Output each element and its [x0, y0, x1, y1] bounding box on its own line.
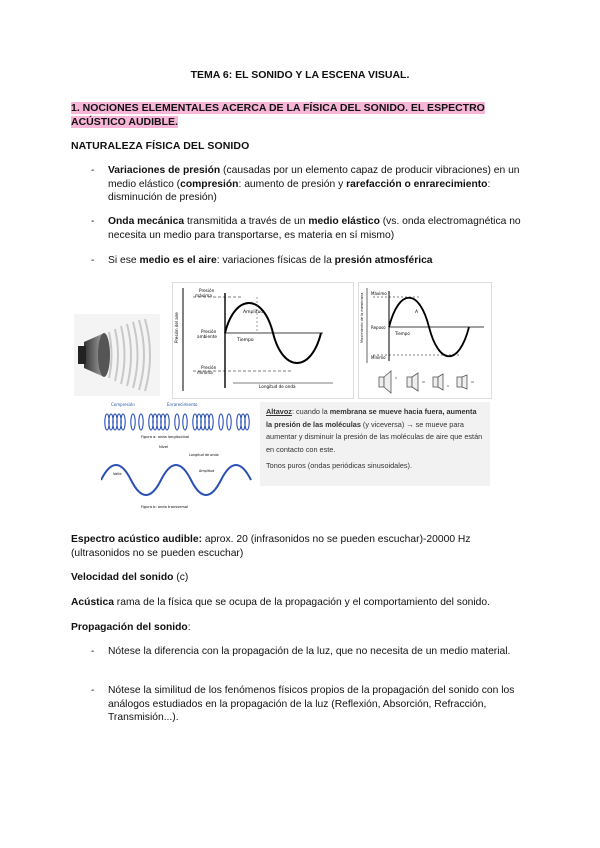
label-rarefaction: Enrarecimiento	[167, 402, 198, 407]
label-level: Nivel	[159, 445, 169, 449]
label-amplitude: Amplitud	[243, 310, 264, 315]
bullet-light-similarity: - Nótese la similitud de los fenómenos físicos propios de la propagación del sonido con los análogos estudiados en la propagación de la luz (Reflexión, Absorción, Refracción, Transmisión...).	[91, 685, 515, 724]
pressure-wave-graph	[172, 282, 354, 399]
label-ambient-pressure: Presión	[201, 329, 217, 334]
bullet-mechanical-wave: - Onda mecánica transmitida a través de un medio elástico (vs. onda electromagnética no necesita un medio para transportarse, es materia en sí mismo)	[91, 216, 521, 241]
membrane-wave-graph	[358, 282, 492, 399]
label-time: Tiempo	[237, 338, 254, 343]
label-min-pressure: Presión	[201, 365, 217, 370]
propagation-heading: Propagación del sonido:	[71, 622, 191, 633]
membrane-y-axis-label: Movimiento de la membrana	[360, 292, 364, 343]
acoustics-paragraph: Acústica rama de la física que se ocupa de la propagación y el comportamiento del sonido.	[71, 597, 491, 608]
spectrum-paragraph: Espectro acústico audible: aprox. 20 (infrasonidos no se pueden escuchar)-20000 Hz (ultrasonidos no se pueden escuchar)	[71, 534, 471, 559]
caption-longitudinal: Figura a: onda longitudinal	[141, 435, 190, 439]
speaker-image	[74, 314, 160, 396]
svg-text:mínima: mínima	[197, 370, 213, 375]
bullet-air: - Si ese medio es el aire: variaciones físicas de la presión atmosférica	[91, 255, 433, 266]
label-compression: Compresión	[111, 402, 135, 407]
label-amplitude-b: Amplitud	[199, 469, 215, 473]
bullet-pressure: - Variaciones de presión (causadas por un elemento capaz de producir vibraciones) en un medio elástico (compresión: aumento de presión y rarefacción o enrarecimiento: disminución de presión)	[91, 165, 520, 204]
section-heading: 1. NOCIONES ELEMENTALES ACERCA DE LA FÍSICA DEL SONIDO. EL ESPECTRO ACÚSTICO AUDIBLE.	[71, 102, 485, 128]
pressure-y-axis-label: Presión del aire	[174, 312, 179, 343]
label-wavelength-b: Longitud de onda	[189, 453, 219, 457]
label-wavelength: Longitud de onda	[259, 384, 296, 389]
speaker-note: Altavoz: cuando la membrana se mueve hacia fuera, aumenta la presión de las moléculas (y viceversa) → se mueve para aumentar y disminuir la presión de las moléculas de aire que están en contacto con este. Tonos puros (ondas periódicas sinusoidales).	[260, 402, 490, 486]
label-minimum: Mínimo	[371, 355, 386, 360]
label-rest: Reposo	[371, 325, 386, 330]
label-maximum: Máximo	[371, 291, 387, 296]
label-a: A	[415, 310, 419, 315]
page-title: TEMA 6: EL SONIDO Y LA ESCENA VISUAL.	[190, 69, 410, 81]
velocity-paragraph: Velocidad del sonido (c)	[71, 572, 189, 583]
sub-heading: NATURALEZA FÍSICA DEL SONIDO	[71, 140, 250, 152]
longitudinal-transversal-figure	[101, 400, 253, 512]
label-max-pressure: Presión	[199, 288, 215, 293]
caption-transversal: Figura b: onda transversal	[141, 505, 189, 509]
svg-text:máxima: máxima	[195, 293, 212, 298]
label-valley: Valle	[113, 472, 122, 476]
svg-text:ambiente: ambiente	[197, 334, 217, 339]
bullet-light-difference: - Nótese la diferencia con la propagación de la luz, que no necesita de un medio material.	[91, 646, 511, 657]
label-tiempo: Tiempo	[395, 331, 410, 336]
